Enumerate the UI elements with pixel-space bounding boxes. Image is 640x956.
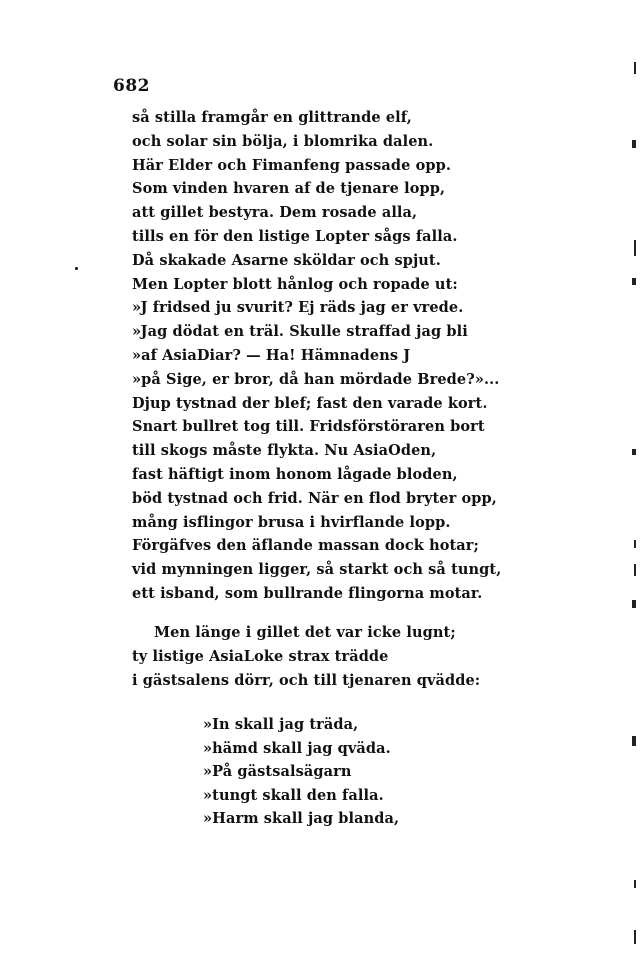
edge-mark xyxy=(634,540,636,548)
verse-line: i gästsalens dörr, och till tjenaren qvädde: xyxy=(132,671,481,689)
verse-line: »af AsiaDiar? — Ha! Hämnadens J xyxy=(132,346,411,364)
verse-line: »hämd skall jag qväda. xyxy=(203,739,391,757)
ink-speck xyxy=(75,267,78,270)
verse-line: så stilla framgår en glittrande elf, xyxy=(132,109,412,126)
verse-line: Snart bullret tog till. Fridsförstöraren bort xyxy=(132,418,485,436)
verse-line: »J fridsed ju svurit? Ej räds jag er vrede. xyxy=(132,299,464,317)
verse-line: Här Elder och Fimanfeng passade opp. xyxy=(132,156,452,174)
verse-line: »Jag dödat en träl. Skulle straffad jag bli xyxy=(132,323,468,341)
edge-mark xyxy=(632,736,636,746)
verse-line: mång isflingor brusa i hvirflande lopp. xyxy=(132,513,451,531)
verse-line: Som vinden hvaren af de tjenare lopp, xyxy=(132,180,446,198)
verse-line: »tungt skall den falla. xyxy=(203,786,384,804)
edge-mark xyxy=(634,880,636,888)
edge-mark xyxy=(632,600,636,608)
page-number: 682 xyxy=(113,76,150,96)
edge-mark xyxy=(634,240,636,256)
verse-line: ty listige AsiaLoke strax trädde xyxy=(132,647,389,665)
edge-mark xyxy=(632,278,636,285)
edge-mark xyxy=(632,449,636,455)
verse-line: Men länge i gillet det var icke lugnt; xyxy=(154,624,456,641)
stanza-2 xyxy=(132,621,480,692)
edge-mark xyxy=(634,930,636,944)
verse-line: att gillet bestyra. Dem rosade alla, xyxy=(132,204,418,222)
edge-mark xyxy=(634,564,636,576)
verse-line: fast häftigt inom honom lågade bloden, xyxy=(132,465,458,483)
verse-line: till skogs måste flykta. Nu AsiaOden, xyxy=(132,442,437,460)
verse-line: Men Lopter blott hånlog och ropade ut: xyxy=(132,275,458,293)
verse-line: »på Sige, er bror, då han mördade Brede?»... xyxy=(132,370,500,388)
verse-line: böd tystnad och frid. När en flod bryter opp, xyxy=(132,489,497,507)
edge-mark xyxy=(634,62,636,74)
verse-line: Förgäfves den äflande massan dock hotar; xyxy=(132,537,479,555)
stanza-1 xyxy=(132,106,501,606)
verse-line: vid mynningen ligger, så starkt och så tungt, xyxy=(132,561,502,579)
verse-line: »Harm skall jag blanda, xyxy=(203,810,400,828)
verse-line: Då skakade Asarne sköldar och spjut. xyxy=(132,251,441,269)
verse-line: »In skall jag träda, xyxy=(203,716,359,733)
verse-line: Djup tystnad der blef; fast den varade kort. xyxy=(132,394,488,412)
stanza-3-song xyxy=(203,713,399,831)
edge-mark xyxy=(632,140,636,148)
verse-line: tills en för den listige Lopter sågs falla. xyxy=(132,227,458,245)
verse-line: »På gästsalsägarn xyxy=(203,763,352,781)
verse-line: och solar sin bölja, i blomrika dalen. xyxy=(132,132,434,150)
verse-line: ett isband, som bullrande flingorna motar. xyxy=(132,584,483,602)
